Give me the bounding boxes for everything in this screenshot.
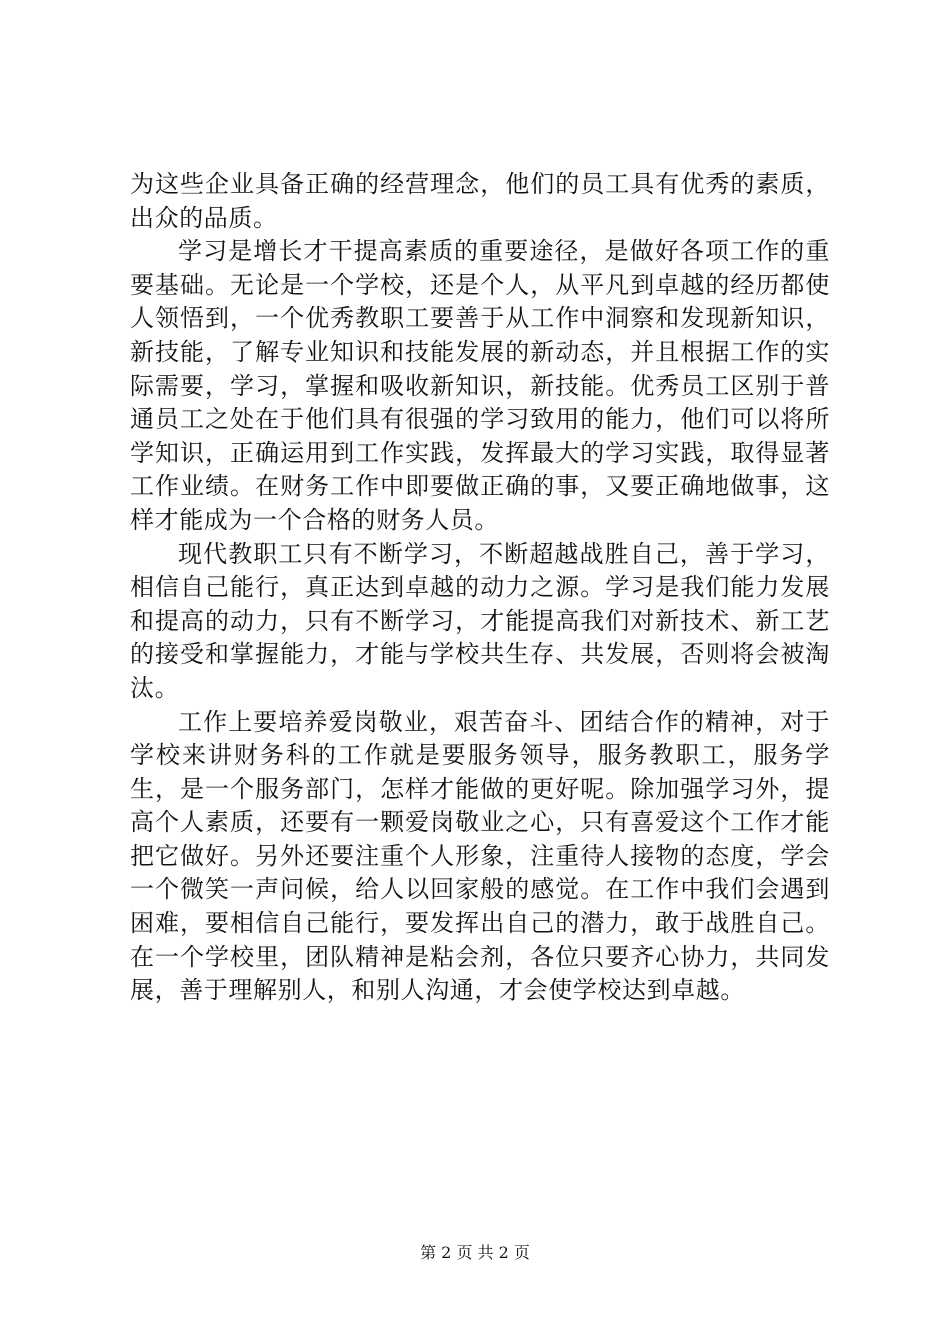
paragraph-4: 工作上要培养爱岗敬业，艰苦奋斗、团结合作的精神，对于学校来讲财务科的工作就是要服务领导，服务教职工，服务学生，是一个服务部门，怎样才能做的更好呢。除加强学习外，提高个人素质，还要有一颗爱岗敬业之心，只有喜爱这个工作才能把它做好。另外还要注重个人形象，注重待人接物的态度，学会一个微笑一声问候，给人以回家般的感觉。在工作中我们会遇到困难，要相信自己能行，要发挥出自己的潜力，敢于战胜自己。在一个学校里，团队精神是粘会剂，各位只要齐心协力，共同发展，善于理解别人，和别人沟通，才会使学校达到卓越。 (130, 707, 830, 1005)
paragraph-3: 现代教职工只有不断学习，不断超越战胜自己，善于学习，相信自己能行，真正达到卓越的动力之源。学习是我们能力发展和提高的动力，只有不断学习，才能提高我们对新技术、新工艺的接受和掌握能力，才能与学校共生存、共发展，否则将会被淘汰。 (130, 539, 830, 702)
paragraph-1: 为这些企业具备正确的经营理念，他们的员工具有优秀的素质，出众的品质。 (130, 170, 830, 232)
document-body (130, 168, 830, 1008)
paragraph-2: 学习是增长才干提高素质的重要途径，是做好各项工作的重要基础。无论是一个学校，还是个人，从平凡到卓越的经历都使人领悟到，一个优秀教职工要善于从工作中洞察和发现新知识，新技能，了解专业知识和技能发展的新动态，并且根据工作的实际需要，学习，掌握和吸收新知识，新技能。优秀员工区别于普通员工之处在于他们具有很强的学习致用的能力，他们可以将所学知识，正确运用到工作实践，发挥最大的学习实践，取得显著工作业绩。在财务工作中即要做正确的事，又要正确地做事，这样才能成为一个合格的财务人员。 (130, 237, 830, 534)
page-footer: 第 2 页 共 2 页 (420, 1243, 530, 1262)
